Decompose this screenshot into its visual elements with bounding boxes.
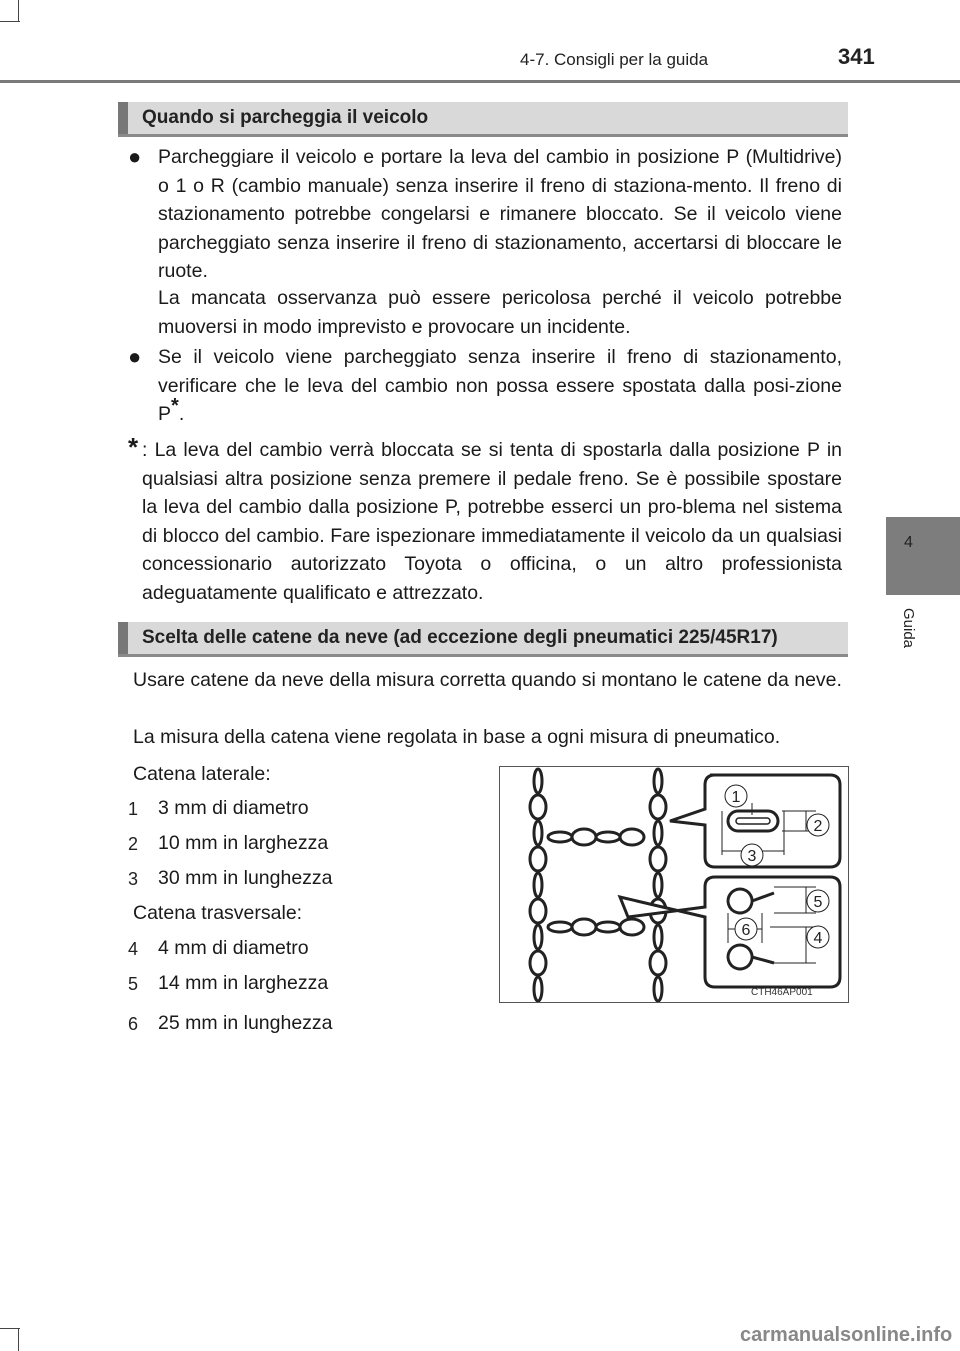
section-title: Quando si parcheggia il veicolo	[142, 107, 429, 128]
bullet-icon: ●	[128, 344, 142, 369]
section-title: Scelta delle catene da neve (ad eccezione degli pneumatici 225/45R17)	[142, 627, 778, 648]
chapter-tab-number: 4	[904, 534, 913, 551]
chain-illustration	[500, 767, 848, 1002]
section-rule	[118, 654, 848, 657]
bullet-icon: ●	[128, 144, 142, 169]
bullet-paragraph: Parcheggiare il veicolo e portare la leva del cambio in posizione P (Multidrive) o 1 o R (cambio manuale) senza inserire il freno di staziona-mento. Il freno di stazionamento potrebbe congelarsi e rimanere bloccato. Se il veicolo viene parcheggiato senza inserire il freno di stazionamento, accertarsi di bloccare le ruote.	[158, 146, 842, 282]
footnote-mark: *	[171, 395, 179, 417]
cross-chain-label: Catena trasversale:	[133, 902, 303, 924]
spec-text: 14 mm in larghezza	[158, 972, 329, 994]
intro-paragraph-2: La misura della catena viene regolata in base a ogni misura di pneumatico.	[133, 726, 781, 748]
figure-callout: 4	[813, 930, 823, 947]
bullet-paragraph: Se il veicolo viene parcheggiato senza inserire il freno di stazionamento, verificare che le leva del cambio non possa essere spostata dalla posi-zione P*.	[158, 346, 842, 425]
section-header-snow-chains	[118, 622, 848, 654]
side-chain-label: Catena laterale:	[133, 763, 271, 785]
spec-text: 10 mm in larghezza	[158, 832, 329, 854]
crop-mark	[0, 21, 20, 22]
crop-mark	[18, 1328, 19, 1351]
spec-text: 4 mm di diametro	[158, 937, 309, 959]
footnote-paragraph	[142, 436, 842, 607]
section-header-parking	[118, 102, 848, 134]
chapter-tab-label: Guida	[900, 608, 917, 649]
chapter-title: 4-7. Consigli per la guida	[520, 50, 709, 69]
crop-mark	[18, 0, 19, 22]
watermark: carmanualsonline.info	[740, 1324, 953, 1346]
bullet-text: Se il veicolo viene parcheggiato senza inserire il freno di stazionamento, verificare che le leva del cambio non possa essere spostata dalla posi-zione P	[158, 346, 842, 425]
spec-number: 5	[127, 974, 138, 994]
spec-number: 3	[127, 869, 138, 889]
spec-number: 1	[127, 799, 138, 819]
figure-callout: 2	[813, 818, 823, 835]
spec-number: 6	[127, 1014, 138, 1034]
spec-text: 25 mm in lunghezza	[158, 1012, 333, 1034]
snow-chain-figure	[499, 766, 849, 1003]
spec-text: 30 mm in lunghezza	[158, 867, 333, 889]
chapter-tab	[886, 517, 960, 595]
spec-text: 3 mm di diametro	[158, 797, 309, 819]
spec-number: 4	[127, 939, 138, 959]
intro-paragraph: Usare catene da neve della misura corretta quando si montano le catene da neve.	[133, 669, 842, 691]
page-number: 341	[838, 44, 875, 69]
header-rule	[0, 80, 960, 83]
figure-callout: 6	[741, 922, 751, 939]
footnote-star: *	[128, 432, 139, 462]
section-rule	[118, 134, 848, 137]
spec-number: 2	[127, 834, 138, 854]
figure-callout: 5	[813, 894, 823, 911]
footnote-text: : La leva del cambio verrà bloccata se si tenta di spostarla dalla posizione P in qualsiasi altra posizione senza premere il pedale freno. Se è possibile spostare la leva del cambio dalla posizione P, potrebbe esserci un pro-blema nel sistema di blocco del cambio. Fare ispezionare immediatamente il veicolo da un qualsiasi concessionario autorizzato Toyota o officina, o un altro professionista adeguatamente qualificato e attrezzato.	[142, 439, 842, 604]
figure-callout: 1	[731, 789, 741, 806]
bullet-paragraph-continued: La mancata osservanza può essere pericolosa perché il veicolo potrebbe muoversi in modo imprevisto e provocare un incidente.	[158, 287, 842, 338]
crop-mark	[0, 1328, 20, 1329]
figure-callout: 3	[747, 848, 757, 865]
figure-code: CTH46AP001	[751, 987, 813, 998]
